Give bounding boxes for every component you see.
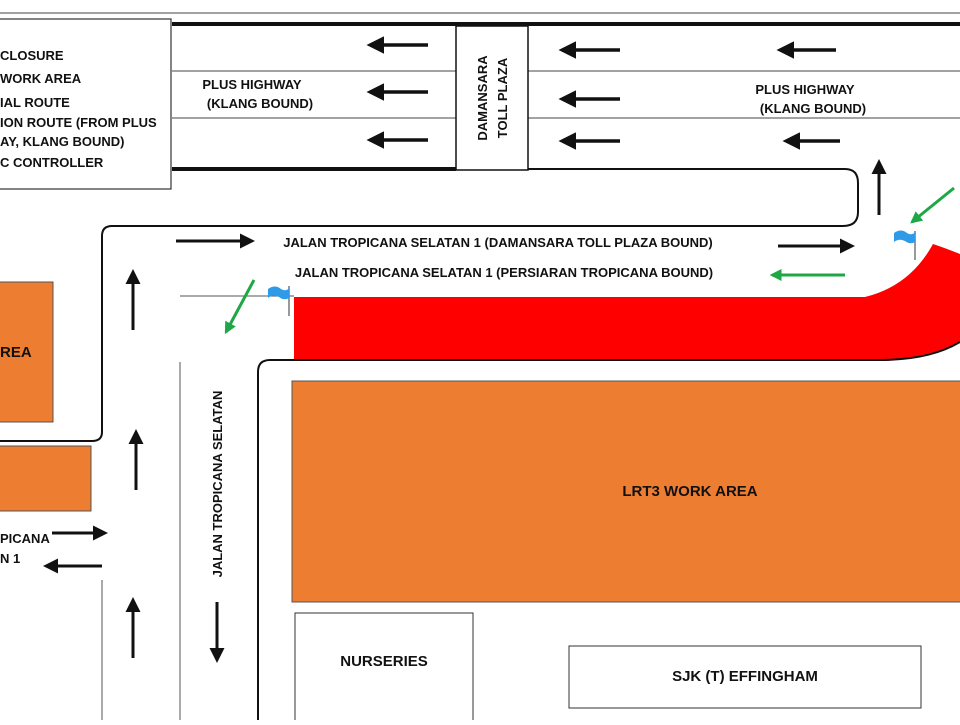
legend-item-route: IAL ROUTE (0, 95, 70, 110)
legend-item-closure: CLOSURE (0, 48, 64, 63)
plus-highway-label: PLUS HIGHWAY (202, 77, 302, 92)
legend-item-work-area: WORK AREA (0, 71, 82, 86)
sjk-label: SJK (T) EFFINGHAM (672, 668, 818, 685)
tropicana-left-label: PICANA (0, 531, 50, 546)
legend-item-controller: C CONTROLLER (0, 155, 104, 170)
legend-item-diversion-cont: AY, KLANG BOUND) (0, 134, 125, 149)
green-diversion-arrow (912, 188, 954, 222)
road-closure-area (294, 244, 960, 360)
plus-highway-label: (KLANG BOUND) (759, 101, 867, 116)
flag-icon (894, 231, 915, 261)
jalan-vertical-label: JALAN TROPICANA SELATAN (210, 390, 225, 578)
legend-item-diversion: ION ROUTE (FROM PLUS (0, 115, 157, 130)
toll-plaza-label-2: TOLL PLAZA (495, 57, 510, 139)
lrt3-work-area-label: LRT3 WORK AREA (622, 483, 758, 500)
toll-plaza-box (456, 26, 528, 170)
highway-exit-ramp (528, 169, 858, 226)
jalan-upper-label: JALAN TROPICANA SELATAN 1 (DAMANSARA TOLL PLAZA BOUND) (283, 235, 713, 250)
plus-highway-label: PLUS HIGHWAY (755, 82, 855, 97)
work-area-left-small (0, 446, 91, 511)
jalan-lower-label: JALAN TROPICANA SELATAN 1 (PERSIARAN TROPICANA BOUND) (294, 265, 714, 280)
plus-highway-label: (KLANG BOUND) (206, 96, 314, 111)
tropicana-left-label: N 1 (0, 551, 21, 566)
flag-icon (268, 286, 289, 316)
toll-plaza-label-1: DAMANSARA (475, 55, 490, 141)
green-diversion-arrow (226, 280, 254, 332)
nurseries-label: NURSERIES (340, 653, 428, 670)
work-area-left-label: REA (0, 344, 32, 361)
